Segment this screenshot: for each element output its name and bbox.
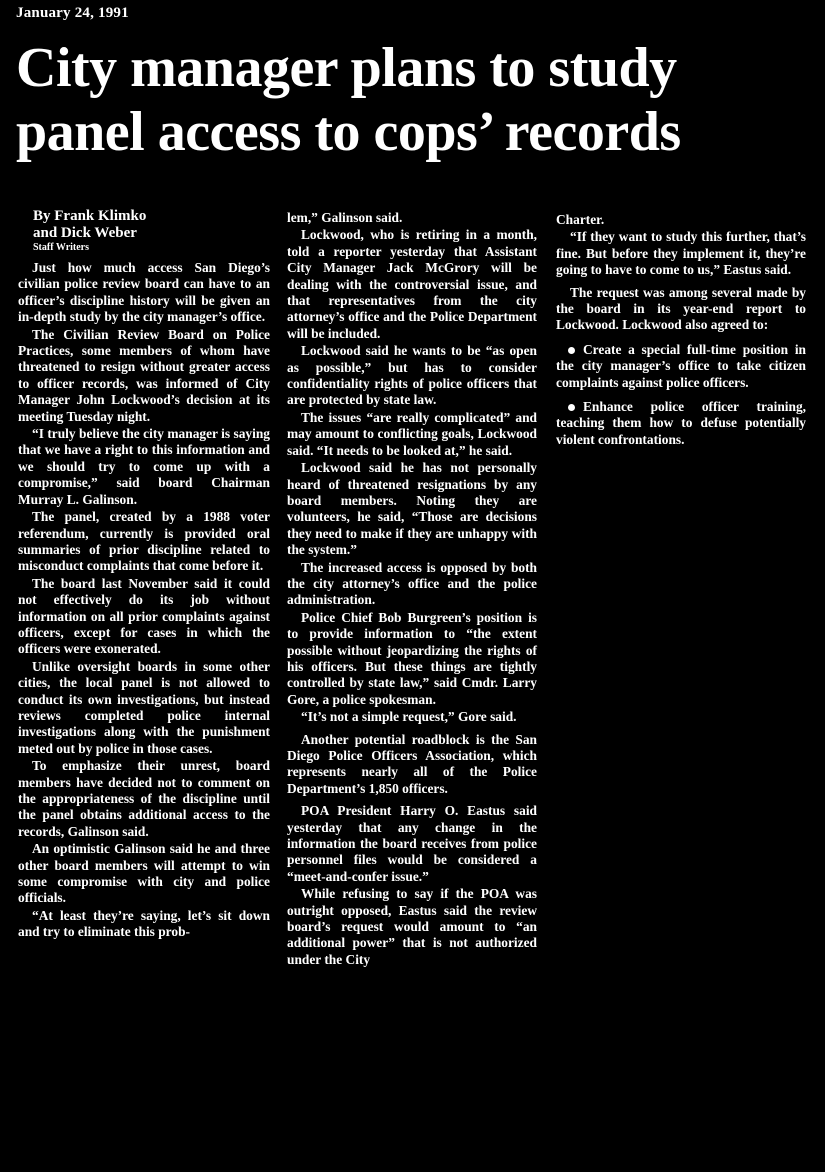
paragraph: “I truly believe the city manager is saying that we have a right to this information and we should try to come up with a compromise,” said board Chairman Murray L. Galinson. [18,426,270,507]
publication-date: January 24, 1991 [16,5,129,21]
paragraph: The request was among several made by the board in its year-end report to Lockwood. Lockwood also agreed to: [556,284,806,333]
paragraph: The board last November said it could not effectively do its job without information on all prior complaints against officers, except for cases in which the officers were exonerated. [18,575,270,657]
paragraph: Lockwood said he has not personally heard of threatened resignations by any board members. Noting they are volunteers, he said, “Those are decisions they need to make if they are unhappy with the system.” [287,460,537,558]
bullet-item [556,342,806,391]
paragraph: Lockwood said he wants to be “as open as possible,” but has to consider confidentiality rights of police officers that are protected by state law. [287,343,537,408]
paragraph: Police Chief Bob Burgreen’s position is to provide information to “the extent possible without jeopardizing the rights of his officers. But these things are tightly controlled by state law,” said Cmdr. Larry Gore, a police spokesman. [287,609,537,707]
paragraph: Charter. [556,212,605,227]
paragraph: Just how much access San Diego’s civilian police review board can have to an officer’s discipline history will be given an in-depth study by the city manager’s office. [18,260,270,325]
headline [16,36,816,164]
headline-line-2: panel access to cops’ records [16,101,681,163]
article-column-3 [556,212,806,449]
article-column-1 [18,208,270,942]
article-column-2 [287,210,537,969]
paragraph: Another potential roadblock is the San Diego Police Officers Association, which represents nearly all of the Police Department’s 1,850 officers. [287,731,537,796]
byline-role: Staff Writers [33,242,90,253]
paragraph: “If they want to study this further, that’s fine. But before they implement it, they’re going to have to come to us,” Eastus said. [556,229,806,278]
paragraph: lem,” Galinson said. [287,210,403,225]
paragraph: The increased access is opposed by both the city attorney’s office and the police administration. [287,559,537,608]
paragraph: POA President Harry O. Eastus said yesterday that any change in the information the board receives from police personnel files would be considered a “meet-and-confer issue.” [287,803,537,884]
byline-author-1: By Frank Klimko [33,208,147,224]
bullet-text: Enhance police officer training, teaching them how to defuse potentially violent confrontations. [556,399,806,447]
paragraph: The panel, created by a 1988 voter referendum, currently is provided oral summaries of prior discipline related to misconduct complaints that come before it. [18,509,270,574]
byline-author-2: and Dick Weber [33,225,137,241]
bullet-icon [568,347,575,354]
paragraph: Unlike oversight boards in some other cities, the local panel is not allowed to conduct its own investigations, but instead reviews completed police internal investigations along with the punishment meted out by police in those cases. [18,658,270,756]
bullet-text: Create a special full-time position in the city manager’s office to take citizen complaints against police officers. [556,341,806,390]
paragraph: “At least they’re saying, let’s sit down and try to eliminate this prob- [18,907,270,940]
headline-line-1: City manager plans to study [16,37,677,99]
paragraph: The Civilian Review Board on Police Practices, some members of whom have threatened to resign without greater access to officer records, was informed of City Manager John Lockwood’s decision at its meeting Tuesday night. [18,326,270,424]
paragraph: Lockwood, who is retiring in a month, told a reporter yesterday that Assistant City Manager Jack McGrory will be dealing with the controversial issue, and that representatives from the city attorney’s office and the Police Department will be included. [287,227,537,341]
bullet-item [556,399,806,448]
paragraph: While refusing to say if the POA was outright opposed, Eastus said the review board’s request would amount to “an additional power” that is not authorized under the City [287,886,537,967]
paragraph: The issues “are really complicated” and may amount to conflicting goals, Lockwood said. “It needs to be looked at,” he said. [287,409,537,458]
bullet-icon [568,404,575,411]
paragraph: “It’s not a simple request,” Gore said. [301,709,517,725]
paragraph: To emphasize their unrest, board members have decided not to comment on the appropriateness of the discipline until the panel obtains additional access to the records, Galinson said. [18,758,270,839]
paragraph: An optimistic Galinson said he and three other board members will attempt to win some compromise with city and police officials. [18,841,270,906]
